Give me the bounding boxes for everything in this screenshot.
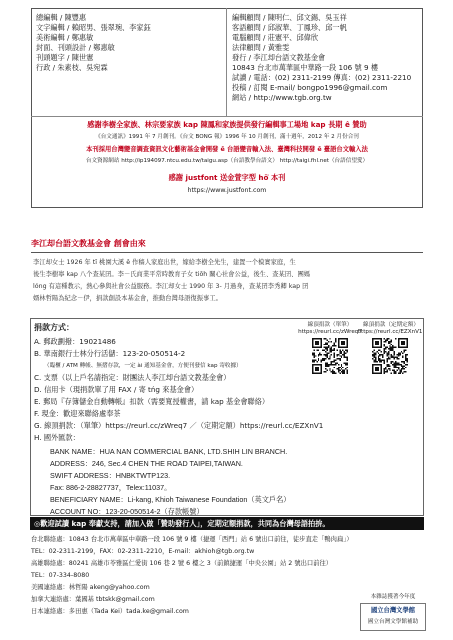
- donation-item: C. 支票（以上戶名請指定：財團法人李江却台語文教基金會）: [34, 373, 231, 382]
- donation-item: B. 華南銀行士林分行活儲：123-20-050514-2: [34, 349, 186, 358]
- credits-left-list: [36, 13, 151, 73]
- credit-line: 網站 / http://www.tgb.org.tw: [232, 93, 332, 102]
- credits-right-list: [232, 13, 411, 103]
- qr-recurring-url: https://reurl.cc/EZXnV1: [357, 329, 423, 335]
- bank-line: BENEFICIARY NAME：Li-kang, Khioh Taiwanese Foundation（英文戶名）: [50, 495, 291, 504]
- resource-sites: 台文資源網站 http://ip194097.ntcu.edu.tw/taigu.asp（台語教學台語文） http://taigi.fhl.net（台語信望愛）: [85, 158, 369, 164]
- foundation-paragraph: [33, 257, 310, 305]
- credit-line: 文字編輯 / 賴昭男、張翠琬、李家鈺: [36, 23, 151, 32]
- campaign-text: ◎歡迎試讀 kap 奉獻支持，請加入做「贊助發行人」，定期定額捐款，共同為台灣母語拍拚。: [34, 519, 330, 528]
- contact-line: 加拿大連絡處：葉國基 tbtskk@gmail.com: [31, 596, 155, 603]
- donation-item: （臨櫃 / ATM 轉帳、無摺存款，一定 ài 通知基金會，方便刊發信 kap 寄收據）: [44, 363, 242, 369]
- credit-line: 封面、刊頭設計 / 鄭惠敏: [36, 43, 115, 52]
- paragraph-line: 婿林哲陽為紀念－伊，捐款創設本基金會，推動台灣母語復振事工。: [33, 295, 222, 302]
- contact-list: [31, 534, 353, 618]
- bank-line: ACCOUNT NO：123-20-050514-2（存款帳號）: [50, 507, 204, 516]
- credit-line: 總編輯 / 陳豐惠: [36, 13, 87, 22]
- sponsor-logo-box: [360, 603, 426, 631]
- contact-line: 日本連絡處：多田惠（Tada Kei）tada.ke@gmail.com: [31, 608, 189, 615]
- publication-note: 《台文通訊》1991 年 7 月創刊。《台文 BONG 報》1996 年 10 月創刊，滿十週年，2012 年 2 月份合刊: [95, 134, 359, 140]
- contact-line: TEL：07-334-8080: [31, 572, 90, 579]
- donation-methods: [34, 336, 323, 444]
- campaign-banner: [30, 517, 424, 530]
- credit-line: 編輯顧問 / 陳明仁、邱文錫、吳玉祥: [232, 13, 347, 22]
- donation-item: F. 現金：歡迎來聯絡處奉茶: [34, 409, 121, 418]
- justfont-url: https://www.justfont.com: [187, 187, 267, 194]
- donation-item: G. 線頂捐款：（單筆）https://reurl.cc/zWreq7 ／（定期定額）https://reurl.cc/EZXnV1: [34, 421, 324, 430]
- donation-item: E. 郵局『存簿儲金自動轉帳』扣款（需要寬授權書，請 kap 基金會聯絡）: [34, 397, 270, 406]
- credit-line: 投稿 / 訂閱 E-mail/ bongpo1996@gmail.com: [232, 83, 388, 92]
- credit-line: 發行 / 李江却台語文教基金會: [232, 53, 326, 62]
- justfont-thanks: 感謝 justfont 送金萱字型 hō͘ 本刊: [168, 173, 286, 182]
- contact-line: 高雄聯絡處：80241 高雄市苓雅區仁愛街 106 巷 2 號 6 樓之 3（前鎮捷運「中央公園」站 2 號出口前往）: [31, 560, 333, 567]
- credit-line: 刊頭題字 / 陳世憲: [36, 53, 94, 62]
- credit-line: 美術編輯 / 鄭惠敏: [36, 33, 94, 42]
- donation-heading: 捐款方式：: [34, 323, 74, 332]
- bank-line: ADDRESS：246, Sec.4 CHEN THE ROAD TAIPEI,TAIWAN.: [50, 459, 243, 468]
- credits-separator: [31, 116, 423, 117]
- credit-line: 客語顧問 / 邱淑華、丁鳳珍、邱一帆: [232, 23, 347, 32]
- museum-logo: 國立台灣文學館: [370, 607, 416, 614]
- credit-line: 試讀 / 電話：(02) 2311-2199 傳真：(02) 2311-2210: [232, 73, 412, 82]
- bank-line: SWIFT ADDRESS：HNBKTWTP123.: [50, 471, 171, 480]
- credit-line: 法律顧問 / 黃雅雯: [232, 43, 290, 52]
- foundation-title: 李江却台語文教基金會 創會由來: [31, 239, 146, 248]
- qr-code-single[interactable]: [312, 338, 348, 374]
- sponsor-thanks: 感謝李樹全家族、林宗要家族 kap 陳鳳和家族提供發行編輯事工場地 kap 長期 ê 贊助: [87, 120, 367, 129]
- credit-line: 電腦顧問 / 莊憲平、邱偉欣: [232, 33, 319, 42]
- qr-single-url: https://reurl.cc/zWreq7: [298, 329, 362, 335]
- contact-line: 台北聯絡處：10843 台北市萬華區中華路一段 106 號 9 樓（捷運「西門」站 6 號出口前往，徒步直走「鴨肉扁」）: [31, 536, 353, 543]
- paragraph-line: 後生李樹寧 kap 八个查某囝。李－氏商業平常時教育子女 tiōh 關心社會公益，後生、查某囝、團媽: [33, 271, 311, 278]
- donation-item: D. 信用卡（現捐款單了用 FAX / 寄 tńg 來基金會）: [34, 385, 199, 394]
- paragraph-line: 李江却女士 1926 年 tī 桃園大溪 ê 作穡人家庭出世，嫁給李樹全先生，建置一个模實家庭，生: [33, 259, 296, 266]
- qr-code-recurring[interactable]: [372, 338, 408, 374]
- qr-single-label: 線頂捐款（單筆）: [307, 322, 353, 328]
- contact-line: 美國連絡處：林哲陽 akeng@yahoo.com: [31, 584, 150, 591]
- qr-recurring-label: 線頂捐款（定期定額）: [363, 322, 419, 328]
- donation-item: H. 國外匯款：: [34, 433, 80, 442]
- bank-details: [50, 446, 290, 518]
- credit-line: 10843 台北市萬華區中華路一段 106 號 9 樓: [232, 63, 379, 72]
- donation-item: A. 郵政劃撥：19021486: [34, 337, 116, 346]
- paragraph-line: lóng 有這種教示，熱心參與社會公益服務。李江却女士 1990 年 3- 月過身，查某囝李秀卿 kap 囝: [33, 283, 309, 290]
- input-method-note: 本刊採用台灣變音調查資訊文化藝術基金會開發 ê 台語變音輸入法、臺灣科技開發 ê 臺語台文輸入法: [86, 146, 368, 153]
- credits-divider: [226, 8, 227, 116]
- sponsor-caption: 本雜誌獲著今年度: [370, 594, 416, 600]
- contact-line: TEL：02-2311-2199，FAX：02-2311-2210，E-mail：akhioh@tgb.org.tw: [31, 548, 255, 555]
- credit-line: 行政 / 朱素枝、吳宛霖: [36, 63, 108, 72]
- bank-line: BANK NAME：HUA NAN COMMERCIAL BANK, LTD.SHIH LIN BRANCH.: [50, 447, 288, 456]
- bank-line: Fax: 886-2-28827737，Telex:11037。: [50, 483, 172, 492]
- museum-name: 國立台灣文學館補助: [367, 619, 419, 625]
- title-rule: [31, 252, 423, 253]
